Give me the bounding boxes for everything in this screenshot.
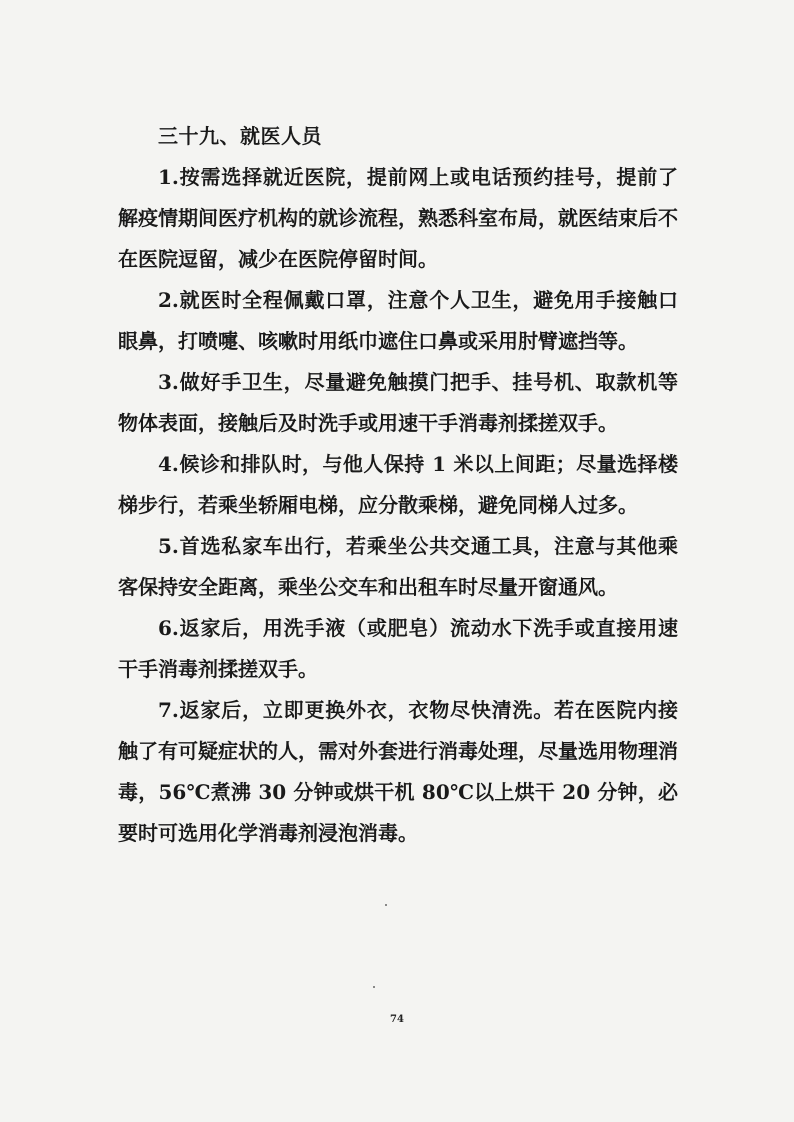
section-heading: 三十九、就医人员 [158, 124, 322, 148]
paragraph-2: 2.就医时全程佩戴口罩，注意个人卫生，避免用手接触口眼鼻，打喷嚏、咳嗽时用纸巾遮住口鼻或采用肘臂遮挡等。 [118, 288, 678, 353]
document-body [118, 116, 678, 854]
scan-speck [385, 904, 387, 906]
paragraph-7: 7.返家后，立即更换外衣，衣物尽快清洗。若在医院内接触了有可疑症状的人，需对外套进行消毒处理，尽量选用物理消毒，56℃煮沸 30 分钟或烘干机 80℃以上烘干 20 分钟，必要时可选用化学消毒剂浸泡消毒。 [118, 698, 678, 845]
paragraph-4: 4.候诊和排队时，与他人保持 1 米以上间距；尽量选择楼梯步行，若乘坐轿厢电梯，应分散乘梯，避免同梯人过多。 [118, 452, 678, 517]
page-number: 74 [390, 1014, 404, 1025]
paragraph-5: 5.首选私家车出行，若乘坐公共交通工具，注意与其他乘客保持安全距离，乘坐公交车和出租车时尽量开窗通风。 [118, 534, 678, 599]
paragraph-6: 6.返家后，用洗手液（或肥皂）流动水下洗手或直接用速干手消毒剂揉搓双手。 [118, 616, 678, 681]
paragraph-1: 1.按需选择就近医院，提前网上或电话预约挂号，提前了解疫情期间医疗机构的就诊流程，熟悉科室布局，就医结束后不在医院逗留，减少在医院停留时间。 [118, 165, 678, 271]
scan-speck [373, 986, 375, 988]
paragraph-3: 3.做好手卫生，尽量避免触摸门把手、挂号机、取款机等物体表面，接触后及时洗手或用速干手消毒剂揉搓双手。 [118, 370, 678, 435]
